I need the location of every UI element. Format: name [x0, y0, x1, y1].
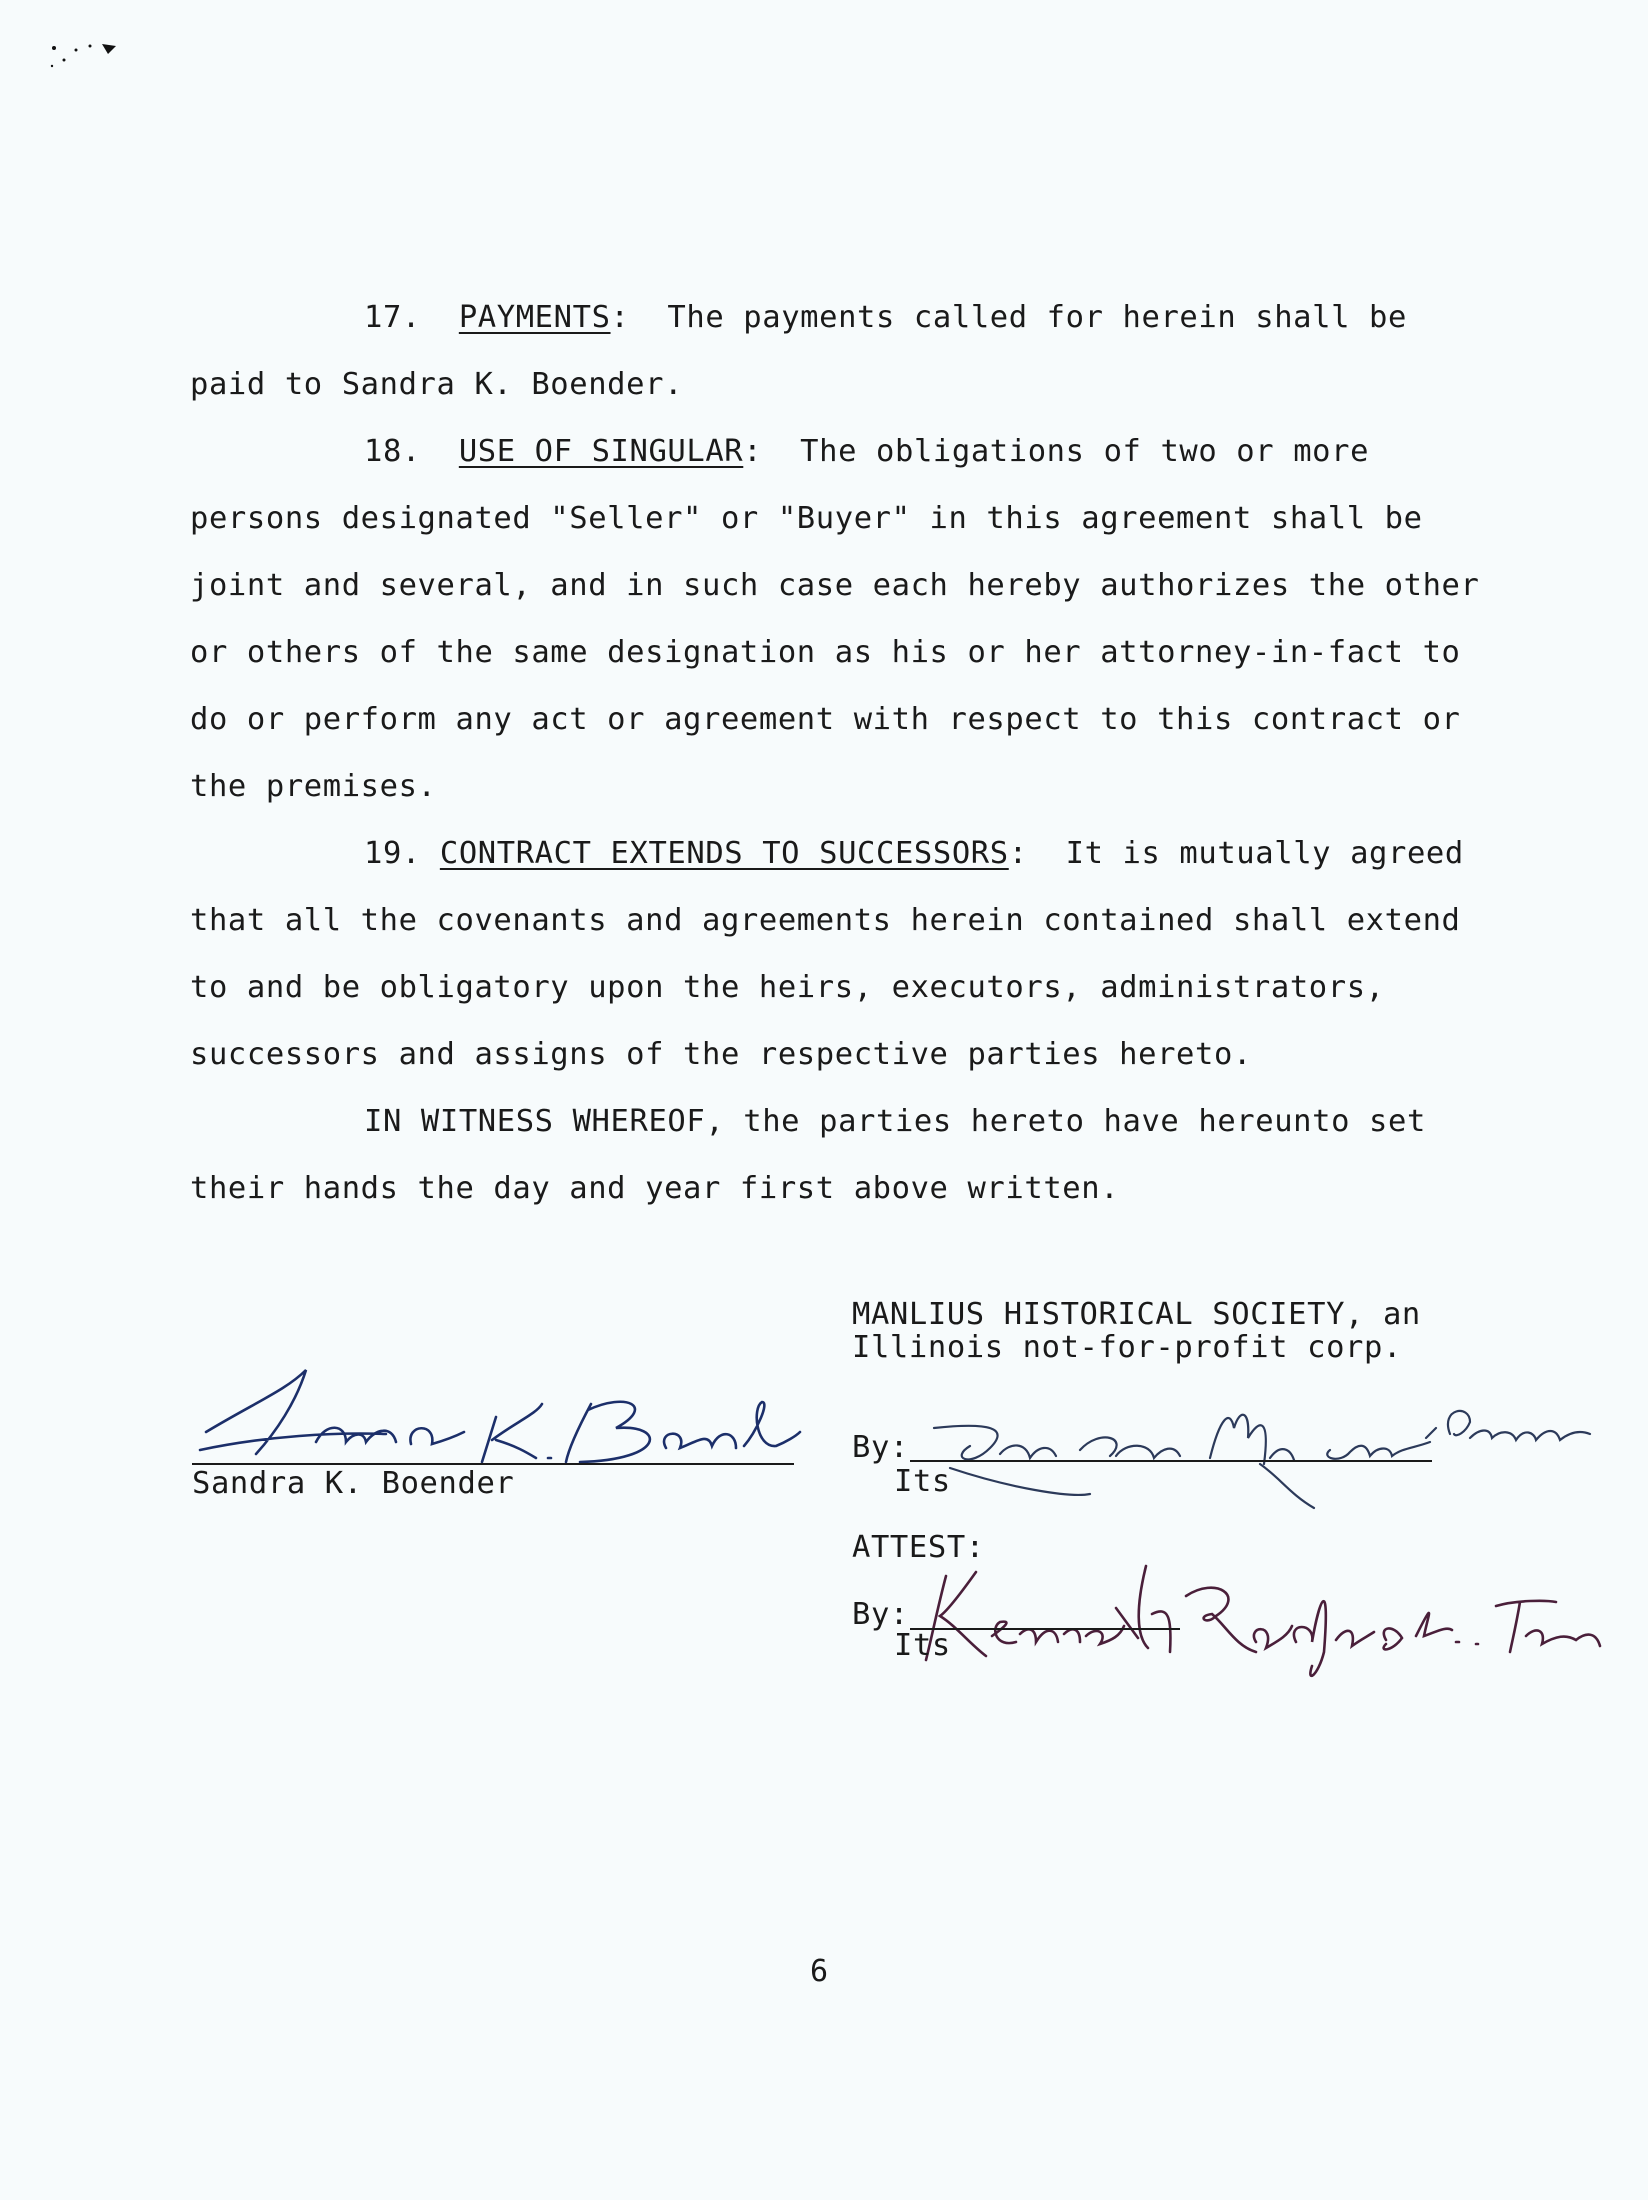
- by-label-president: By:: [852, 1430, 909, 1465]
- its-label-president: Its: [894, 1464, 951, 1499]
- section-19-number: 19.: [364, 836, 421, 871]
- section-19-heading: CONTRACT EXTENDS TO SUCCESSORS: [439, 836, 1009, 871]
- president-signature-line: [910, 1460, 1432, 1462]
- section-18-text: The obligations of two or more persons designated "Seller" or "Buyer" in this agreement shall be joint and several, and in such case each hereby authorizes the other or others of the same designation as his or her attorney-in-fact to do or perform any act or agreement with respect to this contract or the premises.: [190, 434, 1480, 804]
- section-19: 19. CONTRACT EXTENDS TO SUCCESSORS: It is mutually agreed that all the covenants and agreements herein contained shall extend to and be obligatory upon the heirs, executors, administrators, successors and assigns of the respective parties hereto.: [190, 836, 1464, 1072]
- seller-signature-line: [192, 1463, 794, 1465]
- section-17-number: 17.: [364, 300, 421, 335]
- scan-specks: [50, 42, 170, 92]
- its-label-secretary: Its: [894, 1628, 951, 1663]
- section-17: 17. PAYMENTS: The payments called for herein shall be paid to Sandra K. Boender.: [190, 300, 1407, 402]
- section-17-heading: PAYMENTS: [458, 300, 611, 335]
- section-18-heading: USE OF SINGULAR: [458, 434, 744, 469]
- organization-name-line2: Illinois not-for-profit corp.: [852, 1330, 1402, 1365]
- section-18-number: 18.: [364, 434, 421, 469]
- section-19-text: It is mutually agreed that all the covenants and agreements herein contained shall extend to and be obligatory upon the heirs, executors, administrators, successors and assigns of the respective parties hereto.: [190, 836, 1464, 1072]
- secretary-signature: [916, 1556, 1606, 1686]
- seller-signature: [196, 1362, 806, 1470]
- attest-label: ATTEST:: [852, 1530, 985, 1565]
- section-18: 18. USE OF SINGULAR: The obligations of two or more persons designated "Seller" or "Buyer" in this agreement shall be joint and several, and in such case each hereby authorizes the other or others of the same designation as his or her attorney-in-fact to do or perform any act or agreement with respect to this contract or the premises.: [190, 434, 1480, 804]
- by-label-secretary: By:: [852, 1597, 909, 1632]
- section-17-text: The payments called for herein shall be paid to Sandra K. Boender.: [190, 300, 1407, 402]
- witness-clause: [190, 1088, 1490, 1222]
- president-signature: [930, 1398, 1600, 1513]
- witness-clause-text: IN WITNESS WHEREOF, the parties hereto have hereunto set their hands the day and year first above written.: [190, 1104, 1426, 1206]
- organization-name-line1: MANLIUS HISTORICAL SOCIETY, an: [852, 1297, 1421, 1332]
- contract-body: [190, 284, 1490, 1222]
- seller-name: Sandra K. Boender: [192, 1466, 515, 1501]
- page-number: 6: [810, 1954, 829, 1989]
